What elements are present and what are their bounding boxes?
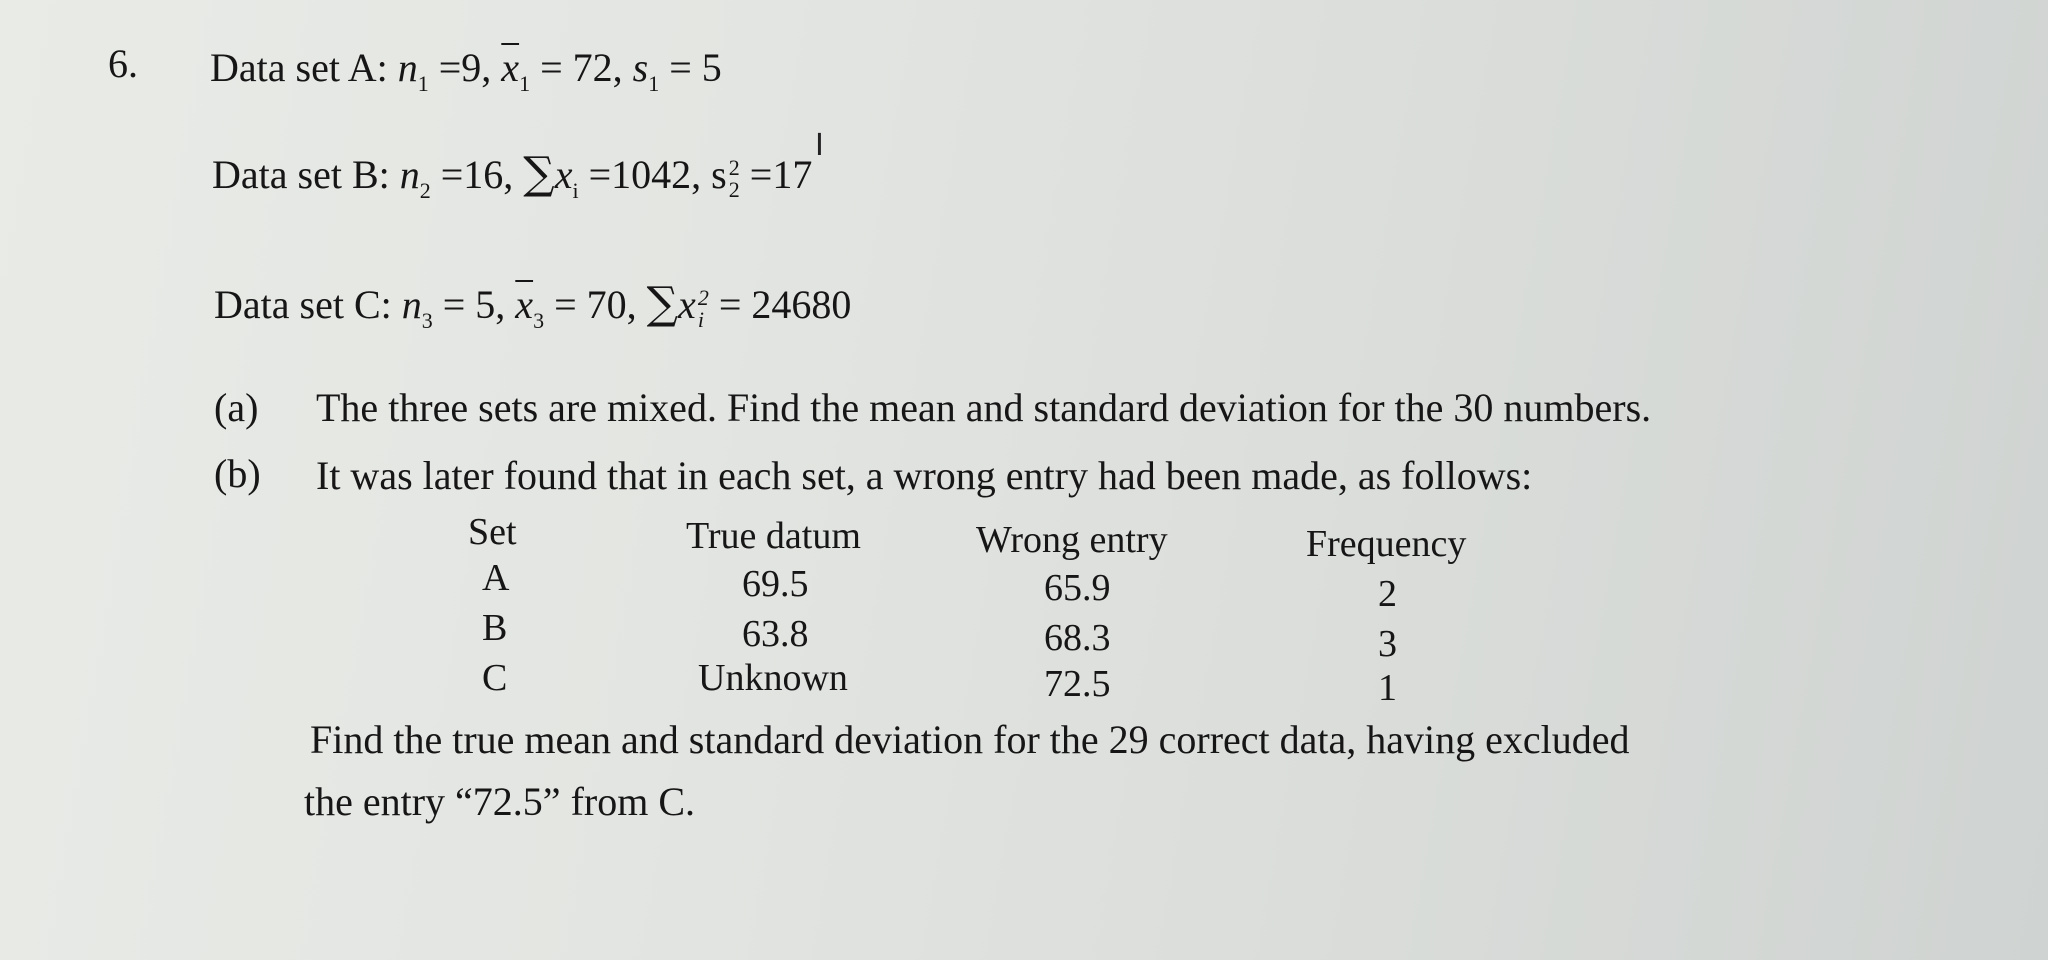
table-header-wrong-entry: Wrong entry [976,519,1168,561]
xbar3-value: 70 [586,282,627,327]
table-cell-set: C [482,657,508,699]
n3-symbol: n [401,282,422,327]
sum-value-c: 24680 [751,282,852,327]
sum-symbol-c: ∑ [646,278,679,329]
n2-symbol: n [399,152,420,197]
data-set-a-label: Data set A: [210,45,388,90]
var2-subscript: 2 [728,176,740,202]
xbar1-subscript: 1 [519,71,531,96]
sum-sub-b: i [572,178,579,203]
n1-symbol: n [397,45,418,90]
n1-value: 9 [461,45,482,90]
sum-var-c: x [678,282,696,327]
xbar3-subscript: 3 [533,308,545,333]
part-b-followup-line1: Find the true mean and standard deviation for the 29 correct data, having excluded [310,717,1630,762]
part-a-text: The three sets are mixed. Find the mean and standard deviation for the 30 numbers. [316,385,1652,430]
table-cell-set: B [482,607,508,649]
table-header-set: Set [468,511,517,553]
table-header-frequency: Frequency [1306,523,1467,565]
table-cell-set: A [482,557,510,599]
var2-superscript: 2 [728,154,740,180]
table-cell-wrong-entry: 72.5 [1044,663,1111,705]
data-set-a-line: Data set A: $n_1 =9$, $\overline{x}_1 = 72$, $s_1 = 5$ [210,45,722,96]
sum-var-b: x [554,152,573,197]
n2-value: 16 [463,152,504,197]
part-b-followup-line2: the entry “72.5” from C. [304,779,695,824]
sum-value-b: 1042 [611,152,692,197]
n1-subscript: 1 [417,71,429,96]
xbar1-symbol: $\overline{x}$ [501,45,520,90]
table-cell-frequency: 1 [1378,667,1397,709]
n3-subscript: 3 [421,308,433,333]
table-cell-true-datum: 69.5 [742,563,809,605]
table-cell-frequency: 3 [1378,623,1397,665]
sum-symbol-b: ∑ [523,148,555,199]
part-b-text: It was later found that in each set, a wrong entry had been made, as follows: [316,453,1533,498]
table-cell-frequency: 2 [1378,573,1397,615]
s1-value: 5 [701,45,722,90]
part-b-label: (b) [214,451,261,496]
s1-subscript: 1 [648,71,660,96]
xbar1-value: 72 [572,45,613,90]
var2-value: 17 [772,152,813,197]
data-set-c-label: Data set C: [214,282,392,327]
sum-sup-c: 2 [697,284,709,310]
var2-symbol: s [711,152,727,197]
table-cell-wrong-entry: 65.9 [1044,567,1111,609]
data-set-b-label: Data set B: [212,152,390,197]
table-cell-true-datum: Unknown [698,657,848,699]
table-cell-true-datum: 63.8 [742,613,809,655]
text-cursor-icon: Ι [815,128,824,163]
table-cell-wrong-entry: 68.3 [1044,617,1111,659]
s1-symbol: s [632,45,649,90]
data-set-b-line: Data set B: $n_2 =16$, $\sum x_i =1042$, s 2 2 =17 [212,148,813,203]
n2-subscript: 2 [419,178,431,203]
n3-value: 5 [475,282,496,327]
data-set-c-line: Data set C: $n_3 = 5$, $\overline{x}_3 = 70$, ∑x 2 i = 24680 [214,278,852,333]
part-a-label: (a) [214,385,259,430]
question-number: 6. [108,41,138,86]
table-header-true-datum: True datum [686,515,861,557]
xbar3-symbol: $\overline{x}$ [515,282,534,327]
sum-sub-c: i [697,306,704,332]
